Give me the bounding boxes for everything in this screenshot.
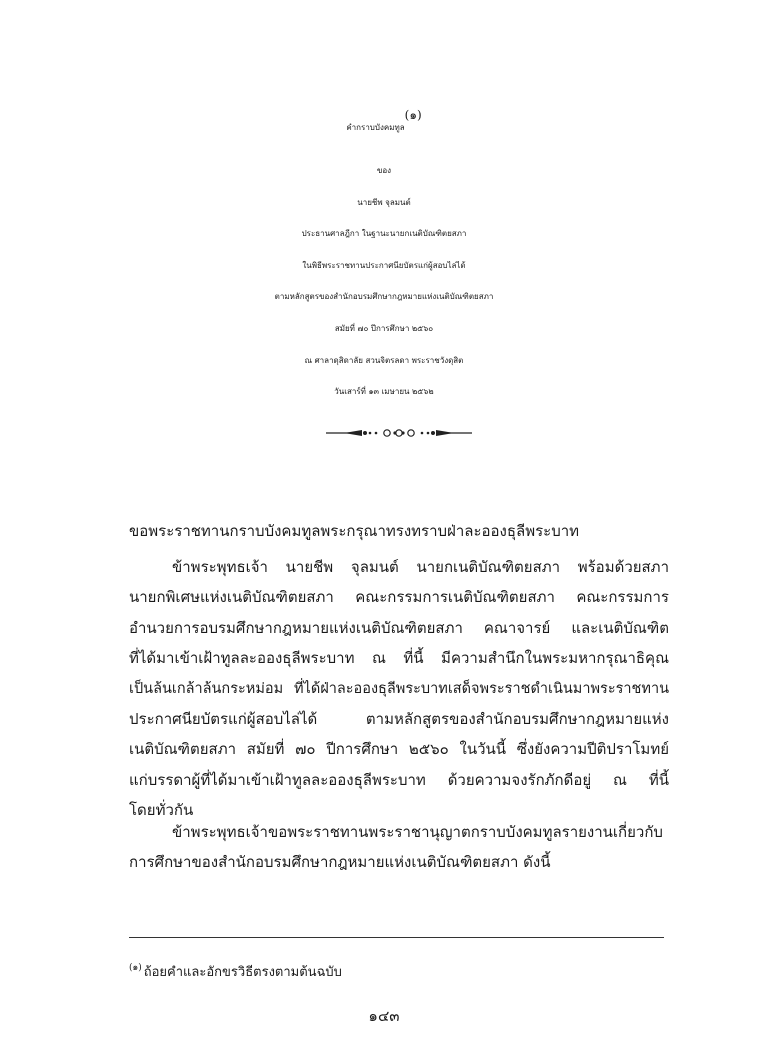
- page-number: ๑๔๓: [368, 1007, 400, 1025]
- title-footnote-marker: (๑): [404, 108, 422, 122]
- paragraph-line: นายกพิเศษแห่งเนติบัณฑิตยสภา คณะกรรมการเนติบัณฑิตยสภา คณะกรรมการ: [129, 588, 669, 607]
- paragraph-line: อำนวยการอบรมศึกษากฎหมายแห่งเนติบัณฑิตยสภา คณาจารย์ และเนติบัณฑิต: [129, 618, 669, 637]
- heading-line: ตามหลักสูตรของสำนักอบรมศึกษากฎหมายแห่งเนติบัณฑิตยสภา: [274, 292, 494, 302]
- paragraph-line: โดยทั่วกัน: [129, 801, 194, 820]
- footnote-text: ถ้อยคำและอักขรวิธีตรงตามต้นฉบับ: [143, 965, 342, 980]
- heading-line: ในพิธีพระราชทานประกาศนียบัตรแก่ผู้สอบไล่ได้: [302, 260, 466, 270]
- paragraph-line: ข้าพระพุทธเจ้า นายชีพ จุลมนต์ นายกเนติบัณฑิตยสภา พร้อมด้วยสภา: [172, 558, 669, 576]
- heading-line: สมัยที่ ๗๐ ปีการศึกษา ๒๕๖๐: [334, 323, 434, 333]
- salutation-line: ขอพระราชทานกราบบังคมทูลพระกรุณาทรงทราบฝ่าละอองธุลีพระบาท: [129, 522, 580, 540]
- heading-line: ของ: [376, 166, 392, 175]
- decorative-divider-icon: [324, 425, 474, 441]
- title-text: คำกราบบังคมทูล: [346, 123, 405, 132]
- paragraph-report-request: [129, 817, 669, 878]
- paragraph-line: ข้าพระพุทธเจ้าขอพระราชทานพระราชานุญาตกราบบังคมทูลรายงานเกี่ยวกับ: [172, 823, 663, 841]
- footnote-divider: [129, 937, 664, 938]
- paragraph-line: เนติบัณฑิตยสภา สมัยที่ ๗๐ ปีการศึกษา ๒๕๖๐ ในวันนี้ ซึ่งยังความปีติปราโมทย์: [129, 740, 669, 759]
- paragraph-line: การศึกษาของสำนักอบรมศึกษากฎหมายแห่งเนติบัณฑิตยสภา ดังนี้: [129, 853, 551, 872]
- paragraph-line: เป็นล้นเกล้าล้นกระหม่อม ที่ได้ฝ่าละอองธุลีพระบาทเสด็จพระราชดำเนินมาพระราชทาน: [129, 680, 669, 697]
- heading-line: ณ ศาลาดุสิดาลัย สวนจิตรลดา พระราชวังดุสิต: [304, 355, 464, 365]
- footnote-marker: (๑): [129, 963, 142, 973]
- heading-line: นายชีพ จุลมนต์: [357, 197, 411, 207]
- ceremony-heading: [0, 155, 768, 408]
- document-title: [0, 98, 768, 145]
- footnote: [129, 955, 342, 986]
- paragraph-line: แก่บรรดาผู้ที่ได้มาเข้าเฝ้าทูลละอองธุลีพระบาท ด้วยความจงรักภักดีอยู่ ณ ที่นี้: [129, 770, 669, 789]
- paragraph-line: ที่ได้มาเข้าเฝ้าทูลละอองธุลีพระบาท ณ ที่นี้ มีความสำนึกในพระมหากรุณาธิคุณ: [129, 649, 669, 668]
- heading-line: ประธานศาลฎีกา ในฐานะนายกเนติบัณฑิตยสภา: [301, 229, 467, 239]
- paragraph-line: ประกาศนียบัตรแก่ผู้สอบไล่ได้ ตามหลักสูตรของสำนักอบรมศึกษากฎหมายแห่ง: [129, 709, 669, 728]
- heading-line: วันเสาร์ที่ ๑๓ เมษายน ๒๕๖๒: [334, 387, 434, 397]
- paragraph-report-intro: [129, 552, 669, 826]
